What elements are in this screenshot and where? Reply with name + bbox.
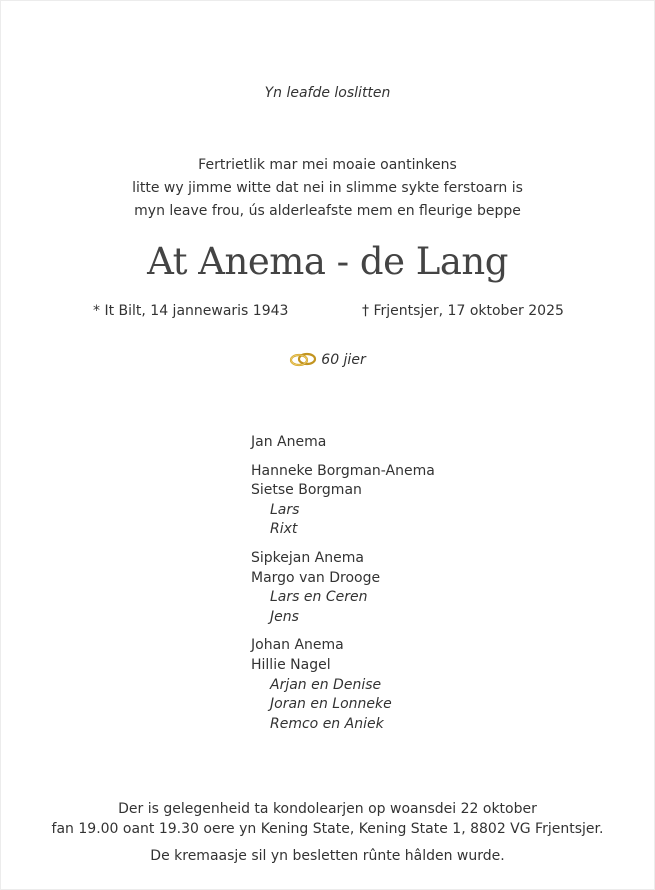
family-member: Sipkejan Anema: [251, 549, 364, 566]
tagline: Yn leafde loslitten: [264, 85, 391, 101]
intro-line: litte wy jimme witte dat nei in slimme sykte ferstoarn is: [132, 180, 523, 196]
family-member: Margo van Drooge: [251, 569, 381, 586]
family-member: Jan Anema: [251, 434, 327, 450]
marriage-label: 60 jier: [321, 352, 366, 368]
grandchild: Lars: [270, 501, 300, 518]
death-info: † Frjentsjer, 17 oktober 2025: [362, 303, 564, 319]
condolence-info: [0, 800, 655, 839]
grandchild: Arjan en Denise: [270, 676, 382, 693]
wedding-rings-icon: [289, 351, 317, 367]
family-group: [251, 636, 435, 734]
condolence-line: fan 19.00 oant 19.30 oere yn Kening State, Kening State 1, 8802 VG Frjentsjer.: [51, 820, 604, 837]
family-member: Hillie Nagel: [251, 656, 331, 673]
condolence-line: Der is gelegenheid ta kondolearjen op woansdei 22 oktober: [118, 801, 537, 817]
family-member: Johan Anema: [251, 637, 344, 654]
grandchild: Joran en Lonneke: [270, 696, 392, 713]
intro-line: myn leave frou, ús alderleafste mem en fleurige beppe: [134, 203, 521, 219]
family-member: Hanneke Borgman-Anema: [251, 462, 435, 479]
deceased-name: At Anema - de Lang: [147, 240, 508, 283]
intro-text: [0, 154, 655, 223]
family-group: [251, 462, 435, 540]
marriage-duration: [0, 351, 655, 368]
family-list: [251, 433, 435, 743]
cremation-note: De kremaasje sil yn besletten rûnte hâlden wurde.: [150, 848, 505, 864]
grandchild: Lars en Ceren: [270, 589, 368, 606]
family-group: [251, 549, 435, 627]
grandchild: Remco en Aniek: [270, 715, 384, 732]
birth-info: * It Bilt, 14 jannewaris 1943: [93, 303, 289, 319]
family-member: Sietse Borgman: [251, 482, 362, 499]
grandchild: Rixt: [270, 521, 298, 538]
grandchild: Jens: [270, 608, 299, 625]
intro-line: Fertrietlik mar mei moaie oantinkens: [198, 157, 457, 173]
family-group: [251, 433, 435, 453]
